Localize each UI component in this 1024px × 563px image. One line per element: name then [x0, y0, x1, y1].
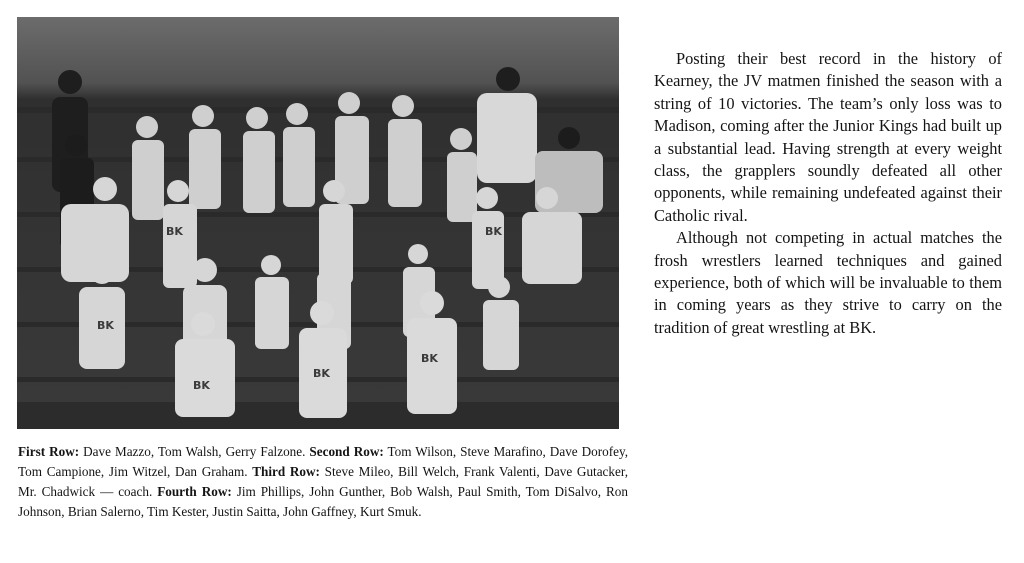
caption-row-names: Dave Mazzo, Tom Walsh, Gerry Falzone. [83, 444, 306, 459]
team-photo-image [17, 17, 619, 429]
team-photo [17, 17, 619, 429]
caption-row-names: Tom Wilson, Steve Marafino, Dave Dorofey, Tom Campione, Jim Witzel, Dan Graham. [18, 444, 629, 479]
article-paragraph: Posting their best record in the history of Kearney, the JV matmen finished the season with a string of 10 victories. The team’s only loss was to Madison, coming after the Junior Kings had built up a substantial lead. Having strength at every weight class, the grapplers soundly defeated all other opponents, while remaining undefeated against their Catholic rival. [654, 49, 1002, 225]
article-body [654, 48, 1002, 339]
svg-text:BK: BK [166, 225, 183, 238]
caption-row-label: Second Row: [309, 444, 384, 459]
svg-text:BK: BK [97, 319, 114, 332]
article-paragraph: Although not competing in actual matches the frosh wrestlers learned techniques and gained experience, both of which will be invaluable to them in coming years as they strive to carry on the tradition of great wrestling at BK. [654, 228, 1002, 337]
caption-row-label: First Row: [18, 444, 80, 459]
caption-row-names: Jim Phillips, John Gunther, Bob Walsh, Paul Smith, Tom DiSalvo, Ron Johnson, Brian Salerno, Tim Kester, Justin Saitta, John Gaffney, Kurt Smuk. [18, 484, 628, 519]
photo-caption [18, 442, 628, 522]
svg-text:BK: BK [193, 379, 210, 392]
svg-text:BK: BK [421, 352, 438, 365]
svg-text:BK: BK [313, 367, 330, 380]
caption-row-label: Fourth Row: [157, 484, 232, 499]
svg-text:BK: BK [485, 225, 502, 238]
caption-row-names: Steve Mileo, Bill Welch, Frank Valenti, Dave Gutacker, Mr. Chadwick — coach. [18, 464, 629, 499]
caption-row-label: Third Row: [252, 464, 320, 479]
